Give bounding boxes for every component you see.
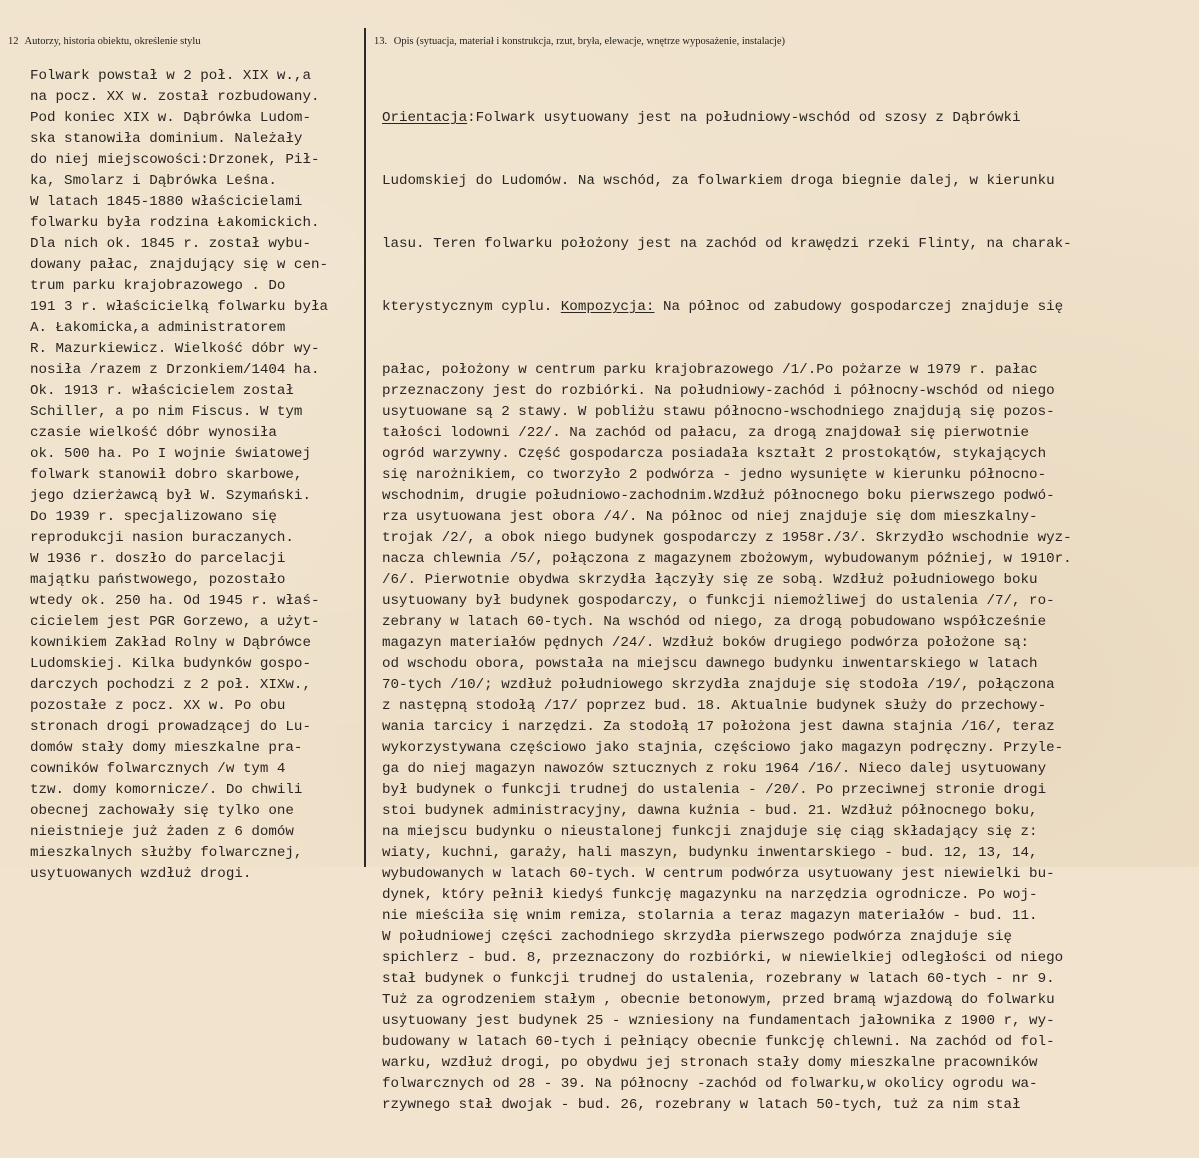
text-line: na miejscu budynku o nieustalonej funkcji znajduje się ciąg składający się z: xyxy=(382,824,1038,840)
text-line: od wschodu obora, powstała na miejscu dawnego budynku inwentarskiego w latach xyxy=(382,656,1038,672)
text-line: mieszkalnych służby folwarcznej, xyxy=(30,845,303,861)
text-line: cowników folwarcznych /w tym 4 xyxy=(30,761,286,777)
text-line: z następną stodołą /17/ poprzez bud. 18. Aktualnie budynek służy do przechowy- xyxy=(382,698,1047,714)
text-line: A. Łakomicka,a administratorem xyxy=(30,320,286,336)
text-line xyxy=(382,108,1192,129)
heading-orientacja: Orientacja xyxy=(382,110,468,126)
text-line: nosiła /razem z Drzonkiem/1404 ha. xyxy=(30,362,320,378)
text-line: W latach 1845-1880 właścicielami xyxy=(30,194,303,210)
text-line: rzywnego stał dwojak - bud. 26, rozebrany w latach 50-tych, tuż za nim stał xyxy=(382,1097,1021,1113)
right-column-header xyxy=(374,36,785,47)
text-line: ogród warzywny. Część gospodarcza posiadała kształt 2 prostokątów, stykających xyxy=(382,446,1047,462)
text-line: usytuowany jest budynek 25 - wzniesiony na fundamentach jałownika z 1900 r, wy- xyxy=(382,1013,1055,1029)
text-line: ka, Smolarz i Dąbrówka Leśna. xyxy=(30,173,277,189)
text-line: lasu. Teren folwarku położony jest na zachód od krawędzi rzeki Flinty, na charak- xyxy=(382,236,1072,252)
text-line: folwarcznych od 28 - 39. Na północny -zachód od folwarku,w okolicy ogrodu wa- xyxy=(382,1076,1038,1092)
text-line: przeznaczony jest do rozbiórki. Na południowy-zachód i północny-wschód od niego xyxy=(382,383,1055,399)
text-line: czasie wielkość dóbr wynosiła xyxy=(30,425,277,441)
text-segment: Na północ od zabudowy gospodarczej znajduje się xyxy=(654,299,1064,315)
text-line: spichlerz - bud. 8, przeznaczony do rozbiórki, w niewielkiej odległości od niego xyxy=(382,950,1064,966)
text-line: wschodnim, drugie południowo-zachodnim.Wzdłuż północnego boku pierwszego podwó- xyxy=(382,488,1055,504)
text-line: na pocz. XX w. został rozbudowany. xyxy=(30,89,320,105)
text-line: 70-tych /10/; wzdłuż południowego skrzydła znajduje się stodoła /19/, połączona xyxy=(382,677,1055,693)
description-text-column xyxy=(382,66,1192,1158)
text-line: Schiller, a po nim Fiscus. W tym xyxy=(30,404,303,420)
text-line: usytuowane są 2 stawy. W pobliżu stawu północno-wschodniego znajdują się pozos- xyxy=(382,404,1055,420)
text-line: stronach drogi prowadzącej do Lu- xyxy=(30,719,311,735)
text-line: ok. 500 ha. Po I wojnie światowej xyxy=(30,446,311,462)
text-line: Dla nich ok. 1845 r. został wybu- xyxy=(30,236,311,252)
left-section-title: Autorzy, historia obiektu, określenie stylu xyxy=(24,36,201,47)
text-line: jego dzierżawcą był W. Szymański. xyxy=(30,488,311,504)
text-line: stoi budynek administracyjny, dawna kuźnia - bud. 21. Wzdłuż północnego boku, xyxy=(382,803,1038,819)
text-line: trojak /2/, a obok niego budynek gospodarczy z 1958r./3/. Skrzydło wschodnie wyz- xyxy=(382,530,1072,546)
text-line: tzw. domy komornicze/. Do chwili xyxy=(30,782,303,798)
text-line: zebrany w latach 60-tych. Na wschód od niego, za drogą pobudowano współcześnie xyxy=(382,614,1047,630)
text-line: Ludomskiej do Ludomów. Na wschód, za folwarkiem droga biegnie dalej, w kierunku xyxy=(382,173,1055,189)
text-line: ga do niej magazyn nawozów sztucznych z roku 1964 /16/. Nieco dalej usytuowany xyxy=(382,761,1047,777)
text-line: nieistnieje już żaden z 6 domów xyxy=(30,824,294,840)
text-line: folwark stanowił dobro skarbowe, xyxy=(30,467,303,483)
text-line: magazyn materiałów pędnych /24/. Wzdłuż boków drugiego podwórza położone są: xyxy=(382,635,1030,651)
text-line: usytuowany był budynek gospodarczy, o funkcji niemożliwej do ustalenia /7/, ro- xyxy=(382,593,1055,609)
text-line: warku, wzdłuż drogi, po obydwu jej stronach stały domy mieszkalne pracowników xyxy=(382,1055,1038,1071)
text-line: R. Mazurkiewicz. Wielkość dóbr wy- xyxy=(30,341,320,357)
text-line: usytuowanych wzdłuż drogi. xyxy=(30,866,252,882)
text-line: wania tarcicy i narzędzi. Za stodołą 17 położona jest dawna stajnia /16/, teraz xyxy=(382,719,1055,735)
text-segment: kterystycznym cyplu. xyxy=(382,299,561,315)
text-line: Do 1939 r. specjalizowano się xyxy=(30,509,277,525)
text-line: budowany w latach 60-tych i pełniący obecnie funkcję chlewni. Na zachód od fol- xyxy=(382,1034,1055,1050)
text-line: W 1936 r. doszło do parcelacji xyxy=(30,551,286,567)
column-divider xyxy=(364,28,366,867)
text-line: reprodukcji nasion buraczanych. xyxy=(30,530,294,546)
text-line: cicielem jest PGR Gorzewo, a użyt- xyxy=(30,614,320,630)
text-line: darczych pochodzi z 2 poł. XIXw., xyxy=(30,677,311,693)
left-section-number: 12 xyxy=(8,36,19,47)
text-line: do niej miejscowości:Drzonek, Pił- xyxy=(30,152,320,168)
text-line: kownikiem Zakład Rolny w Dąbrówce xyxy=(30,635,311,651)
text-line: Ok. 1913 r. właścicielem został xyxy=(30,383,294,399)
text-line: wybudowanych w latach 60-tych. W centrum podwórza usytuowany jest niewielki bu- xyxy=(382,866,1055,882)
text-line: ska stanowiła dominium. Należały xyxy=(30,131,303,147)
text-line: nacza chlewnia /5/, połączona z magazynem zbożowym, wybudowanym później, w 1910r. xyxy=(382,551,1072,567)
text-line: Ludomskiej. Kilka budynków gospo- xyxy=(30,656,311,672)
text-line: Tuż za ogrodzeniem stałym , obecnie betonowym, przed bramą wjazdową do folwarku xyxy=(382,992,1055,1008)
text-line: dynek, który pełnił kiedyś funkcję magazynku na narzędzia ogrodnicze. Po woj- xyxy=(382,887,1038,903)
text-line: tałości lodowni /22/. Na zachód od pałacu, za drogą znajdował się pierwotnie xyxy=(382,425,1030,441)
right-section-number: 13. xyxy=(374,36,388,47)
text-line: W południowej części zachodniego skrzydła pierwszego podwórza znajduje się xyxy=(382,929,1013,945)
text-line: pałac, położony w centrum parku krajobrazowego /1/.Po pożarze w 1979 r. pałac xyxy=(382,362,1038,378)
text-line xyxy=(382,297,1192,318)
text-line: Pod koniec XIX w. Dąbrówka Ludom- xyxy=(30,110,311,126)
text-line: Folwark powstał w 2 poł. XIX w.,a xyxy=(30,68,311,84)
description-lines xyxy=(382,360,1192,1116)
history-text-column xyxy=(30,66,364,885)
text-line: majątku państwowego, pozostało xyxy=(30,572,286,588)
text-line: nie mieściła się wnim remiza, stolarnia a teraz magazyn materiałów - bud. 11. xyxy=(382,908,1038,924)
text-line: wtedy ok. 250 ha. Od 1945 r. właś- xyxy=(30,593,320,609)
text-line: dowany pałac, znajdujący się w cen- xyxy=(30,257,328,273)
text-line: rza usytuowana jest obora /4/. Na północ od niej znajduje się dom mieszkalny- xyxy=(382,509,1038,525)
text-line: stał budynek o funkcji trudnej do ustalenia, rozebrany w latach 60-tych - nr 9. xyxy=(382,971,1055,987)
text-line: domów stały domy mieszkalne pra- xyxy=(30,740,303,756)
text-line: /6/. Pierwotnie obydwa skrzydła łączyły się ze sobą. Wzdłuż południowego boku xyxy=(382,572,1038,588)
text-line: wykorzystywana częściowo jako stajnia, częściowo jako magazyn podręczny. Przyle- xyxy=(382,740,1064,756)
text-line: obecnej zachowały się tylko one xyxy=(30,803,294,819)
heading-kompozycja: Kompozycja: xyxy=(560,299,655,315)
text-line: wiaty, kuchni, garaży, hali maszyn, budynku inwentarskiego - bud. 12, 13, 14, xyxy=(382,845,1038,861)
text-line: trum parku krajobrazowego . Do xyxy=(30,278,286,294)
left-column-header xyxy=(8,36,201,47)
text-line: był budynek o funkcji trudnej do ustalenia - /20/. Po przeciwnej stronie drogi xyxy=(382,782,1047,798)
text-line: się narożnikiem, co tworzyło 2 podwórza - jedno wysunięte w kierunku północno- xyxy=(382,467,1047,483)
text-line: pozostałe z pocz. XX w. Po obu xyxy=(30,698,286,714)
text-line: folwarku była rodzina Łakomickich. xyxy=(30,215,320,231)
text-segment: :Folwark usytuowany jest na południowy-wschód od szosy z Dąbrówki xyxy=(467,110,1021,126)
right-section-title: Opis (sytuacja, materiał i konstrukcja, rzut, bryła, elewacje, wnętrze wyposażenie, instalacje) xyxy=(393,36,786,47)
text-line: 191 3 r. właścicielką folwarku była xyxy=(30,299,328,315)
